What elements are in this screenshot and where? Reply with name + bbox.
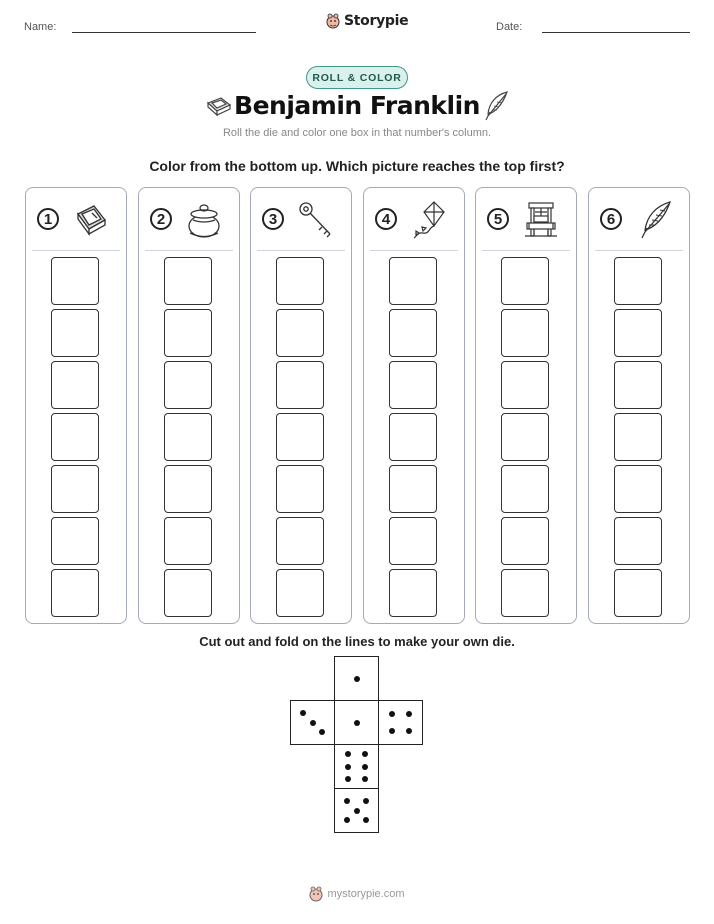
die-face <box>290 700 335 745</box>
column-5 <box>475 187 577 624</box>
pot-icon <box>185 200 223 240</box>
color-box[interactable] <box>276 413 324 461</box>
column-number: 5 <box>487 208 509 230</box>
color-box[interactable] <box>614 569 662 617</box>
name-label: Name: <box>24 21 57 33</box>
color-box[interactable] <box>614 309 662 357</box>
die-pip <box>300 710 306 716</box>
color-box[interactable] <box>164 257 212 305</box>
column-header <box>589 188 689 250</box>
color-box[interactable] <box>51 257 99 305</box>
die-pip <box>354 676 360 682</box>
color-box[interactable] <box>501 569 549 617</box>
color-box[interactable] <box>389 413 437 461</box>
color-box[interactable] <box>389 309 437 357</box>
color-box[interactable] <box>51 569 99 617</box>
column-divider <box>595 250 683 251</box>
color-box[interactable] <box>276 465 324 513</box>
die-pip <box>362 751 368 757</box>
color-box[interactable] <box>501 465 549 513</box>
color-box[interactable] <box>389 465 437 513</box>
die-pip <box>354 720 360 726</box>
color-box[interactable] <box>276 257 324 305</box>
quill-icon <box>482 90 510 122</box>
die-pip <box>363 817 369 823</box>
column-header <box>139 188 239 250</box>
die-pip <box>406 711 412 717</box>
die-pip <box>345 764 351 770</box>
color-box[interactable] <box>501 257 549 305</box>
color-box[interactable] <box>501 361 549 409</box>
color-box[interactable] <box>164 413 212 461</box>
column-6 <box>588 187 690 624</box>
die-instructions: Cut out and fold on the lines to make your own die. <box>199 634 515 649</box>
die-pip <box>344 817 350 823</box>
color-box[interactable] <box>51 413 99 461</box>
die-pip <box>319 729 325 735</box>
column-divider <box>482 250 570 251</box>
column-number: 4 <box>375 208 397 230</box>
column-header <box>364 188 464 250</box>
die-pip <box>406 728 412 734</box>
color-box[interactable] <box>501 517 549 565</box>
color-box[interactable] <box>389 517 437 565</box>
pie-mascot-icon <box>326 13 340 29</box>
color-box[interactable] <box>164 309 212 357</box>
die-pip <box>362 764 368 770</box>
column-header <box>26 188 126 250</box>
color-box[interactable] <box>51 465 99 513</box>
color-box[interactable] <box>501 413 549 461</box>
column-header <box>251 188 351 250</box>
color-box[interactable] <box>501 309 549 357</box>
column-number: 3 <box>262 208 284 230</box>
die-pip <box>345 751 351 757</box>
column-3 <box>250 187 352 624</box>
color-box[interactable] <box>614 465 662 513</box>
die-face <box>378 700 423 745</box>
die-face <box>334 788 379 833</box>
color-box[interactable] <box>389 257 437 305</box>
column-header <box>476 188 576 250</box>
die-face <box>334 656 379 701</box>
color-box[interactable] <box>276 309 324 357</box>
color-box[interactable] <box>276 361 324 409</box>
die-pip <box>363 798 369 804</box>
date-field[interactable] <box>542 32 690 33</box>
column-1 <box>25 187 127 624</box>
brand-name: Storypie <box>344 13 409 29</box>
column-divider <box>257 250 345 251</box>
color-box[interactable] <box>276 569 324 617</box>
name-field[interactable] <box>72 32 256 33</box>
color-box[interactable] <box>276 517 324 565</box>
die-pip <box>344 798 350 804</box>
color-box[interactable] <box>164 569 212 617</box>
die-pip <box>389 728 395 734</box>
brand-logo <box>326 13 408 29</box>
die-pip <box>354 808 360 814</box>
quill-icon <box>635 200 673 240</box>
column-2 <box>138 187 240 624</box>
column-4 <box>363 187 465 624</box>
color-box[interactable] <box>614 361 662 409</box>
color-box[interactable] <box>614 257 662 305</box>
activity-badge: ROLL & COLOR <box>306 66 408 89</box>
footer <box>0 886 714 902</box>
subtitle: Roll the die and color one box in that number's column. <box>222 127 492 139</box>
book-icon <box>72 200 110 240</box>
color-box[interactable] <box>164 465 212 513</box>
color-box[interactable] <box>51 517 99 565</box>
pie-mascot-icon <box>309 886 323 902</box>
color-box[interactable] <box>164 517 212 565</box>
die-pip <box>345 776 351 782</box>
page-title: Benjamin Franklin <box>234 91 480 120</box>
color-box[interactable] <box>614 413 662 461</box>
die-pip <box>362 776 368 782</box>
column-divider <box>32 250 120 251</box>
printing-press-icon <box>522 200 560 240</box>
kite-icon <box>410 200 448 240</box>
date-label: Date: <box>496 21 523 33</box>
color-box[interactable] <box>614 517 662 565</box>
die-face <box>334 700 379 745</box>
color-box[interactable] <box>51 309 99 357</box>
footer-url[interactable]: mystorypie.com <box>327 888 405 900</box>
column-number: 1 <box>37 208 59 230</box>
color-box[interactable] <box>389 569 437 617</box>
die-pip <box>310 720 316 726</box>
instructions: Color from the bottom up. Which picture reaches the top first? <box>149 158 565 174</box>
column-divider <box>145 250 233 251</box>
die-pip <box>389 711 395 717</box>
column-number: 2 <box>150 208 172 230</box>
column-divider <box>370 250 458 251</box>
color-box[interactable] <box>51 361 99 409</box>
key-icon <box>297 200 335 240</box>
die-face <box>334 744 379 789</box>
color-box[interactable] <box>164 361 212 409</box>
column-number: 6 <box>600 208 622 230</box>
color-box[interactable] <box>389 361 437 409</box>
